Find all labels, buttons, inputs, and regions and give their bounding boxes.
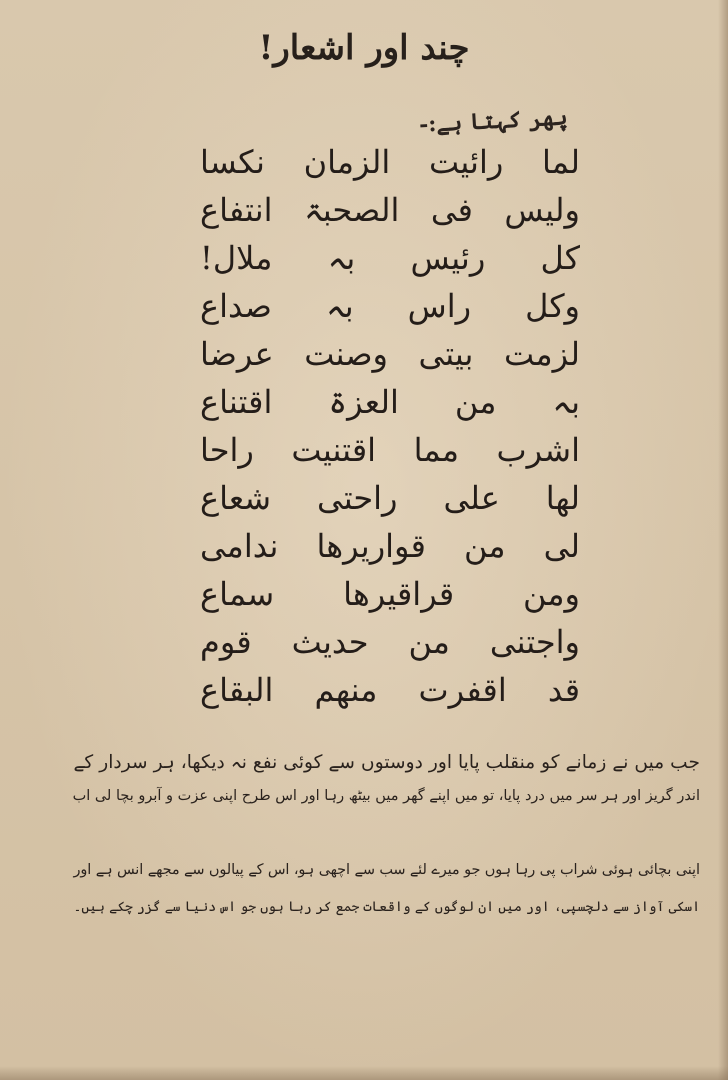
verse-line: اشرب مما اقتنیت راحا (200, 431, 580, 469)
prose-line: جب میں نے زمانے کو منقلب پایا اور دوستوں سے کوئی نفع نہ دیکھا، ہر سردار کے (73, 752, 700, 773)
page-edge-shadow-bottom (0, 1066, 728, 1080)
verse-line: کل رئیس بہ ملال! (200, 239, 580, 277)
verse-line: ولیس فی الصحبۃ انتفاع (200, 191, 580, 229)
verse-line: لی من قواریرھا ندامی (200, 527, 580, 565)
verse-line: بہ من العزۃ اقتناع (200, 383, 580, 421)
prose-line: اپنی بچائی ہوئی شراب پی رہا ہوں جو میرے لئے سب سے اچھی ہو، اس کے پیالوں سے مجھے انس ہے اور (73, 862, 700, 878)
verse-line: قد اقفرت منھم البقاع (200, 671, 580, 709)
page-edge-shadow-right (718, 0, 728, 1080)
prose-line: اسکی آواز سے دلچسپی، اور میں ان لوگوں کے واقعات جمع کر رہا ہوں جو اس دنیا سے گزر چکے ہیں۔ (73, 900, 700, 915)
page-heading: چند اور اشعار! (258, 28, 470, 68)
verse-line: واجتنی من حدیث قوم (200, 623, 580, 661)
verse-line: ومن قراقیرھا سماع (200, 575, 580, 613)
verse-line: لما رائیت الزمان نکسا (200, 143, 580, 181)
prose-line: اندر گریز اور ہر سر میں درد پایا، تو میں اپنے گھر میں بیٹھ رہا اور اس طرح اپنی عزت و آبرو بچا لی اب (72, 788, 700, 804)
intro-text: پھر کہتا ہے:- (418, 104, 569, 138)
verse-line: لزمت بیتی وصنت عرضا (200, 335, 580, 373)
verse-block (200, 138, 580, 714)
verse-line: لھا علی راحتی شعاع (200, 479, 580, 517)
verse-line: وکل راس بہ صداع (200, 287, 580, 325)
